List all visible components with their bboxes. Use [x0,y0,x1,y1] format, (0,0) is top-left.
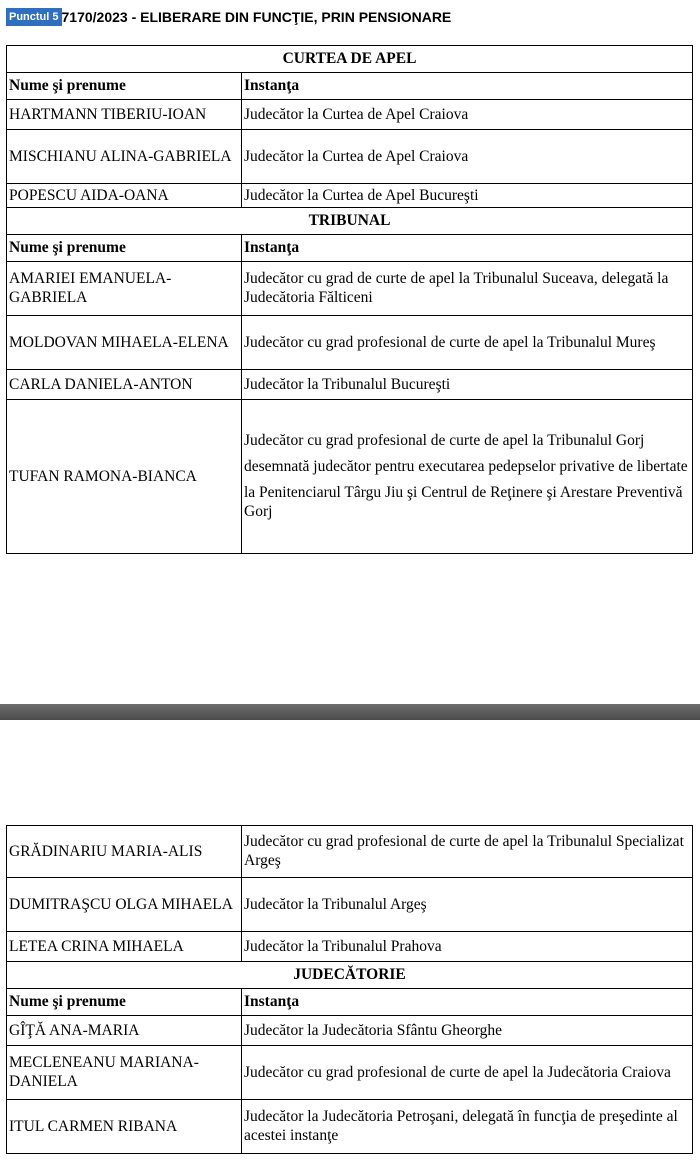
header-row [7,235,693,262]
judge-name: CARLA DANIELA-ANTON [7,370,242,400]
judge-name: TUFAN RAMONA-BIANCA [7,400,242,554]
table-row [7,1100,693,1154]
column-header-court: Instanţa [242,235,693,262]
court-text: Judecător la Tribunalul Prahova [244,937,442,955]
document-title: 7170/2023 - ELIBERARE DIN FUNCŢIE, PRIN PENSIONARE [61,9,452,25]
court-text: Judecător la Tribunalul Argeş [244,895,427,913]
judge-name: MECLENEANU MARIANA-DANIELA [7,1046,242,1100]
judge-court [242,100,693,130]
section-title: TRIBUNAL [7,208,693,235]
judge-court [242,316,693,370]
table-row [7,400,693,554]
section-title: CURTEA DE APEL [7,46,693,73]
court-text: Judecător la Tribunalul Bucureşti [244,375,451,393]
judge-name: AMARIEI EMANUELA-GABRIELA [7,262,242,316]
document-heading [6,7,451,27]
point-tag: Punctul 5 [6,8,62,26]
judge-name: MISCHIANU ALINA-GABRIELA [7,130,242,184]
court-text: Judecător cu grad profesional de curte de apel la Tribunalul Gorj [244,432,645,449]
header-row [7,73,693,100]
table-row [7,100,693,130]
court-text: Judecător cu grad profesional de curte de apel la Judecătoria Craiova [244,1063,671,1081]
judge-court [242,826,693,878]
judge-court [242,1046,693,1100]
section-row [7,962,693,989]
column-header-name: Nume şi prenume [7,989,242,1016]
court-text: la Penitenciarul Târgu Jiu şi Centrul de Reţinere şi Arestare Preventivă Gorj [244,484,683,520]
court-text: Judecător la Curtea de Apel Bucureşti [244,186,479,204]
judge-name: MOLDOVAN MIHAELA-ELENA [7,316,242,370]
judge-name: GÎŢĂ ANA-MARIA [7,1016,242,1046]
court-text: Judecător la Curtea de Apel Craiova [244,147,469,165]
judge-name: DUMITRAŞCU OLGA MIHAELA [7,878,242,932]
column-header-name: Nume şi prenume [7,235,242,262]
table-row [7,1016,693,1046]
section-row [7,208,693,235]
judge-name: GRĂDINARIU MARIA-ALIS [7,826,242,878]
court-text: Judecător cu grad de curte de apel la Tribunalul Suceava, delegată la Judecătoria Fălticeni [244,270,669,306]
table-row [7,316,693,370]
judge-court [242,1016,693,1046]
judge-court [242,878,693,932]
court-text: Judecător la Judecătoria Sfântu Gheorghe [244,1021,502,1039]
judge-court [242,184,693,208]
judge-name: HARTMANN TIBERIU-IOAN [7,100,242,130]
judge-court [242,932,693,962]
table-row [7,130,693,184]
header-row [7,989,693,1016]
section-title: JUDECĂTORIE [7,962,693,989]
judge-court [242,400,693,554]
judge-name: LETEA CRINA MIHAELA [7,932,242,962]
judges-table-page-2 [6,825,693,1154]
column-header-name: Nume şi prenume [7,73,242,100]
page-separator [0,704,700,720]
judge-court [242,130,693,184]
table-row [7,878,693,932]
court-text: desemnată judecător pentru executarea pedepselor privative de libertate [244,458,688,475]
court-text: Judecător la Curtea de Apel Craiova [244,105,469,123]
table-row [7,184,693,208]
judge-court [242,262,693,316]
court-text: Judecător cu grad profesional de curte de apel la Tribunalul Specializat Argeş [244,833,684,869]
judge-name: ITUL CARMEN RIBANA [7,1100,242,1154]
column-header-court: Instanţa [242,73,693,100]
judge-court [242,1100,693,1154]
table-row [7,1046,693,1100]
table-row [7,826,693,878]
court-text: Judecător la Judecătoria Petroşani, delegată în funcţia de preşedinte al acestei instanţe [244,1108,678,1144]
judges-table-page-1 [6,45,693,554]
column-header-court: Instanţa [242,989,693,1016]
table-row [7,932,693,962]
judge-court [242,370,693,400]
table-row [7,370,693,400]
court-text: Judecător cu grad profesional de curte de apel la Tribunalul Mureş [244,333,656,351]
section-row [7,46,693,73]
table-row [7,262,693,316]
judge-name: POPESCU AIDA-OANA [7,184,242,208]
